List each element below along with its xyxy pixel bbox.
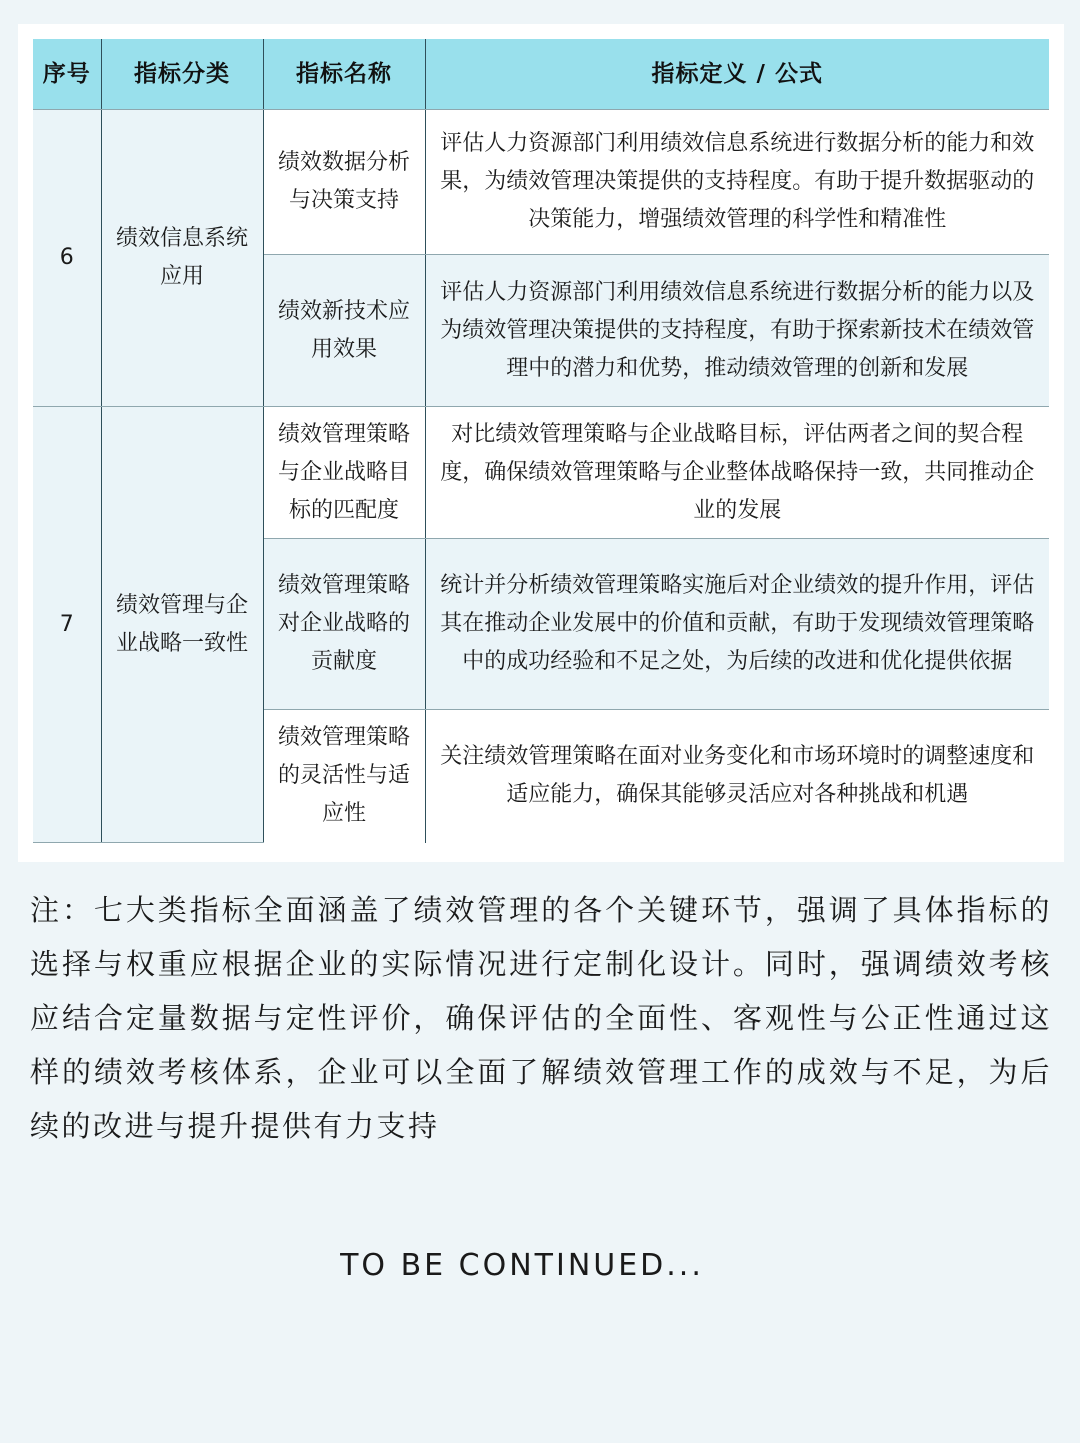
header-definition: 指标定义 / 公式 [425,39,1049,110]
table-card [18,24,1064,862]
metric-definition: 评估人力资源部门利用绩效信息系统进行数据分析的能力和效果，为绩效管理决策提供的支持程度。有助于提升数据驱动的决策能力，增强绩效管理的科学性和精准性 [425,110,1049,255]
metric-name: 绩效管理策略与企业战略目标的匹配度 [263,407,425,539]
metric-definition: 对比绩效管理策略与企业战略目标，评估两者之间的契合程度，确保绩效管理策略与企业整体战略保持一致，共同推动企业的发展 [425,407,1049,539]
table-row [33,110,1049,255]
group-num: 6 [33,110,101,407]
note-paragraph: 注：七大类指标全面涵盖了绩效管理的各个关键环节，强调了具体指标的选择与权重应根据企业的实际情况进行定制化设计。同时，强调绩效考核应结合定量数据与定性评价，确保评估的全面性、客观性与公正性通过这样的绩效考核体系，企业可以全面了解绩效管理工作的成效与不足，为后续的改进与提升提供有力支持 [30,893,1052,1143]
metric-name: 绩效新技术应用效果 [263,255,425,407]
table-header-row [33,39,1049,110]
header-category: 指标分类 [101,39,263,110]
metric-name: 绩效数据分析与决策支持 [263,110,425,255]
metric-definition: 评估人力资源部门利用绩效信息系统进行数据分析的能力以及为绩效管理决策提供的支持程度，有助于探索新技术在绩效管理中的潜力和优势，推动绩效管理的创新和发展 [425,255,1049,407]
header-name: 指标名称 [263,39,425,110]
group-category: 绩效信息系统应用 [101,110,263,407]
header-num: 序号 [33,39,101,110]
metrics-table [33,39,1049,843]
metric-name: 绩效管理策略的灵活性与适应性 [263,710,425,843]
continued-footer: TO BE CONTINUED... [340,1248,704,1283]
group-category: 绩效管理与企业战略一致性 [101,407,263,843]
metric-definition: 统计并分析绩效管理策略实施后对企业绩效的提升作用，评估其在推动企业发展中的价值和贡献，有助于发现绩效管理策略中的成功经验和不足之处，为后续的改进和优化提供依据 [425,539,1049,710]
metric-name: 绩效管理策略对企业战略的贡献度 [263,539,425,710]
table-row [33,407,1049,539]
group-num: 7 [33,407,101,843]
metric-definition: 关注绩效管理策略在面对业务变化和市场环境时的调整速度和适应能力，确保其能够灵活应对各种挑战和机遇 [425,710,1049,843]
